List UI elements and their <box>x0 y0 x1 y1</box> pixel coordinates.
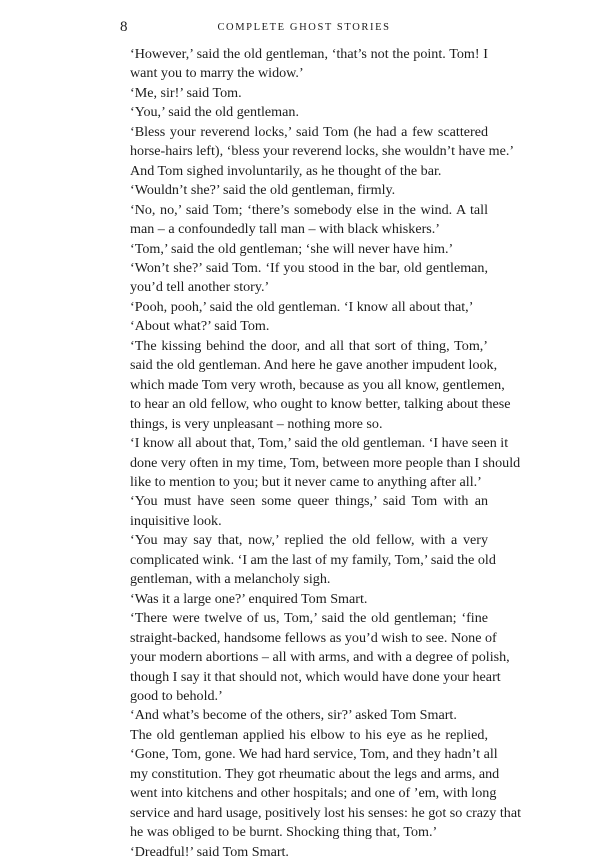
paragraph <box>120 434 521 492</box>
page-number: 8 <box>120 19 128 35</box>
text-line: ‘Tom,’ said the old gentleman; ‘she will never have him.’ <box>130 240 454 257</box>
running-head <box>120 17 488 39</box>
text-line: went into kitchens and other hospitals; and one of ’em, with long <box>130 785 497 802</box>
text-line: ‘The kissing behind the door, and all that sort of thing, Tom,’ <box>130 337 488 354</box>
text-line: service and hard usage, positively lost his senses: he got so crazy that <box>130 804 522 821</box>
text-line: ‘About what?’ said Tom. <box>130 318 270 335</box>
running-head-title: COMPLETE GHOST STORIES <box>217 22 391 33</box>
text-line: want you to marry the widow.’ <box>130 65 304 82</box>
paragraph <box>120 843 488 862</box>
text-line: ‘I know all about that, Tom,’ said the old gentleman. ‘I have seen it <box>130 435 509 452</box>
paragraph <box>120 240 488 259</box>
text-line: he was obliged to be burnt. Shocking thing that, Tom.’ <box>130 824 438 841</box>
text-line: ‘Wouldn’t she?’ said the old gentleman, firmly. <box>130 182 396 199</box>
paragraph <box>120 317 488 336</box>
paragraph <box>120 84 488 103</box>
text-line: ‘You must have seen some queer things,’ said Tom with an <box>130 493 488 510</box>
text-line: your modern abortions – all with arms, and with a degree of polish, <box>130 649 510 666</box>
text-line: ‘Pooh, pooh,’ said the old gentleman. ‘I know all about that,’ <box>130 298 474 315</box>
text-line: ‘Bless your reverend locks,’ said Tom (he had a few scattered <box>130 123 488 140</box>
paragraph <box>120 201 488 240</box>
text-line: my constitution. They got rheumatic about the legs and arms, and <box>130 765 500 782</box>
text-line: And Tom sighed involuntarily, as he thought of the bar. <box>130 162 442 179</box>
text-line: horse-hairs left), ‘bless your reverend locks, she wouldn’t have me.’ <box>130 143 515 160</box>
text-line: done very often in my time, Tom, between more people than I should <box>130 454 521 471</box>
paragraph <box>120 492 488 531</box>
text-line: ‘Me, sir!’ said Tom. <box>130 84 242 101</box>
paragraph <box>120 531 496 589</box>
text-line: things, is very unpleasant – nothing more so. <box>130 415 383 432</box>
text-line: to hear an old fellow, who ought to know better, talking about these <box>130 396 511 413</box>
text-line: ‘No, no,’ said Tom; ‘there’s somebody else in the wind. A tall <box>130 201 488 218</box>
text-line: The old gentleman applied his elbow to his eye as he replied, <box>130 726 488 743</box>
text-line: ‘You,’ said the old gentleman. <box>130 104 299 121</box>
text-line: ‘However,’ said the old gentleman, ‘that’s not the point. Tom! I <box>130 46 488 62</box>
text-line: ‘You may say that, now,’ replied the old fellow, with a very <box>130 532 488 549</box>
paragraph <box>120 298 488 317</box>
text-line: inquisitive look. <box>130 512 222 529</box>
paragraph <box>120 45 488 84</box>
text-line: good to behold.’ <box>130 687 223 704</box>
text-line: ‘Gone, Tom, gone. We had hard service, Tom, and they hadn’t all <box>130 746 498 763</box>
text-line: man – a confoundedly tall man – with black whiskers.’ <box>130 221 440 238</box>
text-line: though I say it that should not, which would have done your heart <box>130 668 501 685</box>
text-line: gentleman, with a melancholy sigh. <box>130 571 331 588</box>
paragraph <box>120 726 522 843</box>
paragraph <box>120 337 511 434</box>
paragraph <box>120 181 488 200</box>
text-line: you’d tell another story.’ <box>130 279 270 296</box>
text-line: ‘Was it a large one?’ enquired Tom Smart. <box>130 590 368 607</box>
text-line: ‘There were twelve of us, Tom,’ said the old gentleman; ‘fine <box>130 610 488 627</box>
paragraph <box>120 259 488 298</box>
text-line: said the old gentleman. And here he gave another impudent look, <box>130 357 498 374</box>
paragraph <box>120 609 510 706</box>
text-line: which made Tom very wroth, because as you all know, gentlemen, <box>130 376 505 393</box>
paragraph <box>120 103 488 122</box>
text-line: like to mention to you; but it never came to anything after all.’ <box>130 473 482 490</box>
text-line: ‘Dreadful!’ said Tom Smart. <box>130 843 289 860</box>
paragraph <box>120 123 515 181</box>
text-line: complicated wink. ‘I am the last of my family, Tom,’ said the old <box>130 551 496 568</box>
paragraph <box>120 590 488 609</box>
text-line: straight-backed, handsome fellows as you’d wish to see. None of <box>130 629 497 646</box>
text-line: ‘Won’t she?’ said Tom. ‘If you stood in the bar, old gentleman, <box>130 259 488 276</box>
text-line: ‘And what’s become of the others, sir?’ asked Tom Smart. <box>130 707 457 724</box>
body-text <box>120 45 522 862</box>
paragraph <box>120 706 488 725</box>
